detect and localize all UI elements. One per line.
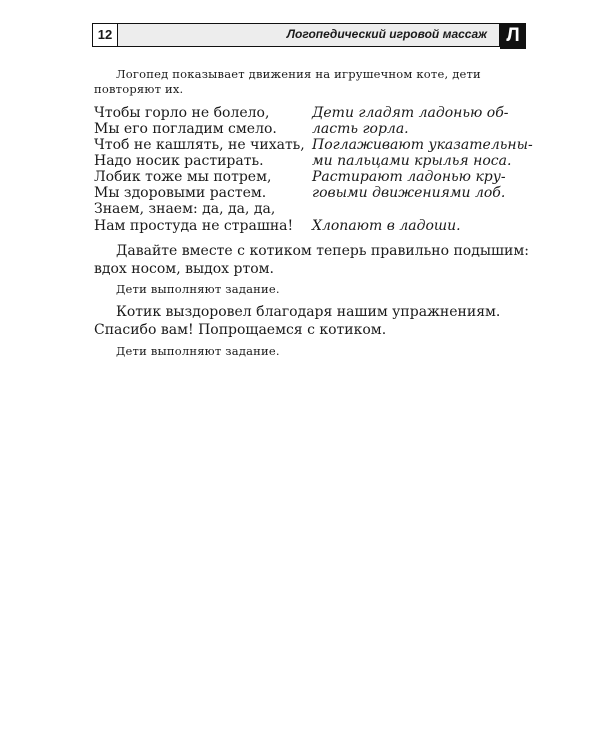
poem-verse: Чтоб не кашлять, не чихать, xyxy=(94,137,305,153)
poem-row xyxy=(94,121,534,137)
poem-verse: Нам простуда не страшна! xyxy=(94,218,294,234)
poem-verse: Мы его погладим смело. xyxy=(94,121,277,137)
poem-row xyxy=(94,218,534,234)
section-letter-tab: Л xyxy=(500,23,526,49)
poem-row xyxy=(94,153,534,169)
poem-row xyxy=(94,137,534,153)
intro-note: Логопед показывает движения на игрушечном коте, дети повторяют их. xyxy=(94,67,481,96)
poem-block xyxy=(94,105,534,234)
poem-verse: Надо носик растирать. xyxy=(94,153,264,169)
poem-row xyxy=(94,201,534,217)
poem-action: ласть горла. xyxy=(312,121,409,137)
poem-action: говыми движениями лоб. xyxy=(312,185,506,201)
running-title: Логопедический игровой массаж xyxy=(118,23,500,47)
poem-row xyxy=(94,185,534,201)
paragraph-breathing: Давайте вместе с котиком теперь правильно подышим: вдох носом, выдох ртом. xyxy=(94,243,529,277)
paragraph-goodbye: Котик выздоровел благодаря нашим упражнениям. Спасибо вам! Попрощаемся с котиком. xyxy=(94,304,501,338)
poem-row xyxy=(94,169,534,185)
poem-action: Поглаживают указательны- xyxy=(312,137,533,153)
task-note: Дети выполняют задание. xyxy=(116,282,280,296)
poem-verse: Мы здоровыми растем. xyxy=(94,185,267,201)
poem-action: Растирают ладонью кру- xyxy=(312,169,506,185)
poem-verse: Лобик тоже мы потрем, xyxy=(94,169,272,185)
poem-row xyxy=(94,105,534,121)
poem-verse: Знаем, знаем: да, да, да, xyxy=(94,201,276,217)
task-note: Дети выполняют задание. xyxy=(116,344,280,358)
poem-action: ми пальцами крылья носа. xyxy=(312,153,512,169)
page-header xyxy=(92,23,528,48)
page-number: 12 xyxy=(92,23,118,47)
poem-action: Хлопают в ладоши. xyxy=(312,218,461,234)
poem-verse: Чтобы горло не болело, xyxy=(94,105,270,121)
poem-action: Дети гладят ладонью об- xyxy=(312,105,509,121)
